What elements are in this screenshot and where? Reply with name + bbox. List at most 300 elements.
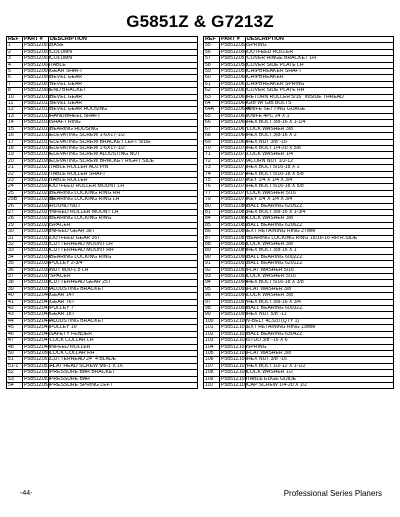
ref-cell: 41	[7, 299, 23, 305]
description-cell: ELEVATING SCREW BRACKET LEFT SIDE	[49, 139, 198, 145]
part-number-cell: P5851Z031	[24, 234, 51, 241]
part-number-cell: P5851Z014	[24, 119, 51, 126]
ref-cell: 54	[7, 382, 23, 388]
description-cell: OUTFEED ROLLER	[246, 49, 394, 55]
column-header-ref: REF	[7, 37, 23, 43]
ref-cell: 103	[204, 338, 220, 344]
part-number-cell: P5851Z016	[24, 132, 51, 139]
description-cell: LOCK WASHER 1/4	[246, 152, 394, 158]
part-number-cell: P5851Z104	[221, 343, 248, 350]
description-cell: FLAT WASHER 3/8	[246, 350, 394, 356]
part-number-cell: P5851Z081	[221, 208, 248, 215]
ref-cell: 42	[7, 306, 23, 312]
ref-cell: 8	[7, 88, 23, 94]
part-number-cell: P5851Z094	[221, 279, 248, 286]
description-cell: SPRING	[246, 43, 394, 49]
ref-cell: 36	[7, 267, 23, 273]
ref-cell: 63	[204, 94, 220, 100]
part-number-cell: P5851Z062	[221, 87, 248, 94]
ref-cell: 101	[204, 325, 220, 331]
part-number-cell: P5851Z039	[24, 285, 51, 292]
description-cell: LOCK WASHER 1/2	[246, 370, 394, 376]
description-cell: SAFETY FENDER	[49, 331, 198, 337]
description-cell: BALL BEARING 6205ZZ	[246, 203, 394, 209]
part-number-cell: P5851Z029	[24, 221, 51, 228]
description-cell: FLAT WASHER 5/16	[246, 267, 394, 273]
description-cell: HEX BOLT 3/8-16 X 1-3/4	[246, 209, 394, 215]
description-cell: COLUMN	[49, 49, 198, 55]
part-number-cell: P5851Z051-1	[24, 362, 55, 369]
ref-cell: 67	[204, 126, 220, 132]
description-cell: BEVEL GEAR	[49, 75, 198, 81]
part-number-cell: P5851Z058	[221, 61, 248, 68]
description-cell: TABLE	[49, 62, 198, 68]
description-cell: HEX NUT 3/8"-16	[246, 357, 394, 363]
ref-cell: 28	[7, 216, 23, 222]
part-number-cell: P5851Z079	[221, 196, 248, 203]
ref-cell: 16	[7, 133, 23, 139]
manual-name: Professional Series Planers	[283, 489, 382, 498]
part-number-cell: P5851Z010	[24, 93, 51, 100]
description-cell: HEX BOLT 5/16-18 X 1	[246, 165, 394, 171]
ref-cell: 73	[204, 165, 220, 171]
part-number-cell: P5851Z088	[221, 241, 248, 247]
part-number-cell: P5851Z075	[221, 176, 248, 183]
description-cell: INFEED ROLLER	[49, 344, 198, 350]
ref-cell: 91	[204, 261, 220, 267]
description-cell: ACORN NUT 1/2-12	[246, 158, 394, 164]
description-cell: ELEVATING SCREW ADJUSTING NUT	[49, 152, 198, 158]
ref-cell: 32	[7, 242, 23, 248]
description-cell: KNIFE 4PC 24 X 1"	[246, 113, 394, 119]
part-number-cell: P5851Z069	[221, 138, 248, 145]
part-number-cell: P5851Z056	[221, 48, 248, 55]
part-number-cell: P5851Z110	[221, 381, 247, 388]
parts-list	[6, 36, 394, 389]
description-cell: BALL BEARING 6002ZZ	[246, 254, 394, 260]
description-cell: BALL BEARING 6206ZZ	[246, 222, 394, 228]
description-cell: OUTFEED ROLLER MOUNT LH	[49, 184, 198, 190]
ref-cell: 58	[204, 62, 220, 68]
part-number-cell: P5851Z068	[221, 132, 248, 139]
description-cell: PULLEY 10"	[49, 325, 198, 331]
part-number-cell: P5851Z093	[221, 273, 248, 280]
ref-cell: 4	[7, 62, 23, 68]
description-cell: COVER SIDE PLATE LH	[246, 62, 394, 68]
description-cell: BALL BEARING 6003ZZ	[246, 306, 394, 312]
ref-cell: 18	[7, 145, 23, 151]
ref-cell: 14	[7, 120, 23, 126]
description-cell: CHIPBREAKER SPRING	[246, 81, 394, 87]
description-cell: SHAFT RING	[49, 120, 198, 126]
description-cell: TABLE ROLLER	[49, 177, 198, 183]
parts-table-left	[6, 36, 198, 389]
part-number-cell: P5851Z089	[221, 247, 248, 254]
part-number-cell: P5851Z023	[24, 176, 51, 183]
description-cell: HEX BOLT 5/16-18 X 5/8	[246, 184, 394, 190]
description-cell: CHIPBREAKER SHAFT	[246, 69, 394, 75]
description-cell: EXT RETAINING RING 27MM	[246, 229, 394, 235]
ref-cell: 25B	[7, 197, 23, 203]
ref-cell: 34	[7, 254, 23, 260]
ref-cell: 3	[7, 56, 23, 62]
part-number-cell: P5851Z022	[24, 170, 51, 177]
part-number-cell: P5851Z060	[221, 74, 248, 81]
description-cell: RETURN ROLLER 5/16" INSIDE THREAD	[246, 94, 394, 100]
description-cell: TABLE ROLLER ADJ PIN	[49, 165, 198, 171]
description-cell: HEX NUT 3/8"-16	[246, 139, 394, 145]
part-number-cell: P5851Z053	[24, 375, 51, 382]
ref-cell: 80	[204, 203, 220, 209]
ref-cell: 57	[204, 56, 220, 62]
ref-cell: 5	[7, 69, 23, 75]
ref-cell: 110	[204, 382, 220, 388]
part-number-cell: P5851Z102	[221, 330, 248, 337]
ref-cell: 75	[204, 177, 220, 183]
part-number-cell: P5851Z033	[24, 247, 51, 254]
description-cell: HEX BOLT 3/8-16 X 2	[246, 133, 394, 139]
ref-cell: 43	[7, 312, 23, 318]
ref-cell: 65	[204, 113, 220, 119]
part-number-cell: P5851Z066	[221, 119, 248, 126]
ref-cell: 95	[204, 286, 220, 292]
part-number-cell: P5851Z106	[221, 356, 248, 363]
part-number-cell: P5851Z057	[221, 55, 248, 62]
part-number-cell: P5851Z064	[221, 100, 248, 107]
part-number-cell: P5851Z034	[24, 253, 51, 260]
description-cell: HEX BOLT 1/4-20 X 5/8	[246, 145, 394, 151]
part-number-cell: P5851Z041	[24, 298, 51, 305]
part-number-cell: P5851Z012	[24, 106, 51, 113]
part-number-cell: P5851Z096	[221, 292, 248, 299]
table-row	[204, 382, 394, 388]
part-number-cell: P5851Z028	[24, 215, 51, 222]
description-cell: PRESSURE SPRING LEFT	[49, 382, 198, 388]
ref-cell: 19	[7, 152, 23, 158]
ref-cell: 50	[7, 350, 23, 356]
part-number-cell: P5851Z067	[221, 125, 248, 132]
part-number-cell: P5851Z018	[24, 144, 51, 151]
ref-cell: 94	[204, 280, 220, 286]
ref-cell: 51	[7, 357, 23, 363]
ref-cell: 107	[204, 363, 220, 369]
description-cell: CAP SCREW 1/4-20 X 1/2	[246, 382, 394, 388]
ref-cell: 27	[7, 209, 23, 215]
description-cell: ELEVATING SCREW BRACKET RIGHT SIDE	[49, 158, 198, 164]
ref-cell: 33	[7, 248, 23, 254]
part-number-cell: P5851Z035	[24, 260, 51, 267]
ref-cell: 92	[204, 267, 220, 273]
description-cell: LOCK WASHER 3/8	[246, 242, 394, 248]
description-cell: END BRACKET	[49, 88, 198, 94]
ref-cell: 55	[204, 43, 220, 49]
ref-cell: 61	[204, 81, 220, 87]
description-cell: BEVEL GEAR	[49, 94, 198, 100]
ref-cell: 71	[204, 152, 220, 158]
part-number-cell: P5851Z077	[221, 189, 248, 196]
part-number-cell: P5851Z099	[221, 311, 248, 318]
part-number-cell: P5851Z048	[24, 343, 51, 350]
description-cell: HEX BOLT 5/16-18 X 3/8	[246, 280, 394, 286]
ref-cell: 25	[7, 190, 23, 196]
part-number-cell: P5851Z040	[24, 292, 51, 299]
description-cell: HEX NUT 5/8"-11	[246, 312, 394, 318]
description-cell: LOCK COLLAR RH	[49, 350, 198, 356]
description-cell: BASE	[49, 43, 198, 49]
column-header-part: PART #	[220, 37, 246, 43]
ref-cell: 26	[7, 203, 23, 209]
part-number-cell: P5851Z015	[24, 125, 51, 132]
description-cell: SPACER	[49, 274, 198, 280]
ref-cell: 17	[7, 139, 23, 145]
ref-cell: 46	[7, 331, 23, 337]
description-cell: BEARING LOCKING RING LH	[49, 197, 198, 203]
parts-table-right	[203, 36, 394, 389]
part-number-cell: P5851Z036	[24, 266, 51, 273]
ref-cell: 10	[7, 94, 23, 100]
part-number-cell: P5851Z026	[24, 202, 51, 209]
ref-cell: 62	[204, 88, 220, 94]
description-cell: HEX BOLT 3/8-16 X 3/4	[246, 299, 394, 305]
part-number-cell: P5851Z090	[221, 253, 248, 260]
ref-cell: 37	[7, 274, 23, 280]
ref-cell: 70	[204, 145, 220, 151]
part-number-cell: P5851Z109	[221, 375, 248, 382]
part-number-cell: P5851Z011	[24, 100, 50, 107]
part-number-cell: P5851Z046	[24, 330, 51, 337]
ref-cell: 38	[7, 280, 23, 286]
ref-cell: 56	[204, 49, 220, 55]
description-cell: COLUMN	[49, 56, 198, 62]
part-number-cell: P5851Z070	[221, 144, 248, 151]
ref-cell: 90	[204, 254, 220, 260]
description-cell: KEY 1/4 X 1/4 X 3/4	[246, 197, 394, 203]
part-number-cell: P5851Z097	[221, 298, 248, 305]
ref-cell: 21	[7, 165, 23, 171]
part-number-cell: P5851Z030	[24, 228, 51, 235]
part-number-cell: P5851Z025B	[24, 196, 54, 203]
part-number-cell: P5851Z044	[24, 317, 51, 324]
description-cell: INFEED ROLLER MOUNT LH	[49, 209, 198, 215]
part-number-cell: P5851Z085	[221, 221, 248, 228]
ref-cell: 60	[204, 75, 220, 81]
ref-cell: 98	[204, 306, 220, 312]
ref-cell: 102	[204, 331, 220, 337]
description-cell: PULLEY 7"	[49, 306, 198, 312]
ref-cell: 74	[204, 171, 220, 177]
description-cell: PRESSURE BAR	[49, 376, 198, 382]
part-number-cell: P5851Z045	[24, 324, 51, 331]
ref-cell: 76	[204, 184, 220, 190]
ref-cell: 48	[7, 344, 23, 350]
ref-cell: 45	[7, 325, 23, 331]
part-number-cell: P5851Z055	[221, 42, 248, 49]
description-cell: SPACER	[49, 222, 198, 228]
part-number-cell: P5851Z092	[221, 266, 248, 273]
column-header-description: DESCRIPTION	[49, 37, 198, 43]
part-number-cell: P5851Z105	[221, 349, 248, 356]
ref-cell: 66	[204, 120, 220, 126]
part-number-cell: P5851Z076	[221, 183, 248, 190]
ref-cell: 52	[7, 370, 23, 376]
description-cell: GIB W/ GIB BOLTS	[246, 101, 394, 107]
ref-cell: 31	[7, 235, 23, 241]
ref-cell: 29	[7, 222, 23, 228]
description-cell: HEX BOLT 3/8-16 X 1-1/4	[246, 120, 394, 126]
ref-cell: 22	[7, 171, 23, 177]
part-number-cell: P5851Z013	[24, 112, 51, 119]
ref-cell: 87	[204, 235, 220, 241]
part-number-cell: P5851Z084	[221, 215, 248, 222]
description-cell: ELEVATING SCREW 1-6X17-1/2"	[49, 145, 198, 151]
part-number-cell: P5851Z008	[24, 87, 51, 94]
part-number-cell: P5851Z043	[24, 311, 51, 318]
part-number-cell: P5851Z021	[24, 164, 51, 171]
ref-cell: 99	[204, 312, 220, 318]
column-header-part: PART #	[23, 37, 49, 43]
ref-cell: 86	[204, 229, 220, 235]
ref-cell: 13	[7, 113, 23, 119]
description-cell: BEARING LOCKING RING	[49, 254, 198, 260]
ref-cell: 72	[204, 158, 220, 164]
ref-cell: 64A	[204, 107, 220, 113]
description-cell: ELEVATING SCREW 1-6X17-1/2"	[49, 133, 198, 139]
ref-cell: 104	[204, 344, 220, 350]
part-number-cell: P5851Z019	[24, 151, 51, 158]
description-cell: ADJUSTING BRACKET	[49, 318, 198, 324]
ref-cell: 89	[204, 248, 220, 254]
ref-cell: 85	[204, 222, 220, 228]
ref-cell: 105	[204, 350, 220, 356]
description-cell: NUT M30-1.5 LH	[49, 267, 198, 273]
part-number-cell: P5851Z064A	[221, 106, 251, 113]
ref-cell: 15	[7, 126, 23, 132]
description-cell: LOCK WASHER 3/8	[246, 293, 394, 299]
part-number-cell: P5851Z072	[221, 157, 248, 164]
part-number-cell: P5851Z001	[24, 42, 51, 49]
part-number-cell: P5851Z107	[221, 362, 248, 369]
part-number-cell: P5851Z073	[221, 164, 248, 171]
part-number-cell: P5851Z003	[24, 55, 51, 62]
part-number-cell: P5851Z080	[221, 202, 248, 209]
description-cell: LOCK WASHER 3/8	[246, 126, 394, 132]
description-cell: KEY 1/4 X 1/4 X 3/4	[246, 177, 394, 183]
column-header-description: DESCRIPTION	[246, 37, 394, 43]
description-cell: GEAR SHAFT	[49, 69, 198, 75]
ref-cell: 35	[7, 261, 23, 267]
ref-cell: 84	[204, 216, 220, 222]
description-cell: LOCK WASHER 3/8	[246, 216, 394, 222]
part-number-cell: P5851Z050	[24, 349, 51, 356]
description-cell: COVER HINGE BRACKET LH	[246, 56, 394, 62]
column-header-ref: REF	[204, 37, 220, 43]
ref-cell: 2	[7, 49, 23, 55]
description-cell: CUTTERHEAD MOUNT RH	[49, 248, 198, 254]
ref-cell: 69	[204, 139, 220, 145]
description-cell: BEARING LOCKING RING 15/16-16 RH R.SIDE	[246, 235, 394, 241]
part-number-cell: P5851Z098	[221, 305, 248, 312]
description-cell: CHIPBREAKER	[246, 75, 394, 81]
description-cell: HEX BOLT 1/2-12 X 1-1/2	[246, 363, 394, 369]
ref-cell: 100	[204, 318, 220, 324]
ref-cell: 1	[7, 43, 23, 49]
part-number-cell: P5851Z027	[24, 208, 51, 215]
table-row	[7, 382, 198, 388]
description-cell: EXT RETAINING RING 19MM	[246, 325, 394, 331]
part-number-cell: P5851Z087	[221, 234, 248, 241]
part-number-cell: P5851Z017	[24, 138, 51, 145]
description-cell: ROUND NUT	[49, 203, 198, 209]
description-cell: GEAR 14T	[49, 293, 198, 299]
ref-cell: 93	[204, 274, 220, 280]
description-cell: OUTFEED GEAR 26T	[49, 235, 198, 241]
description-cell: PULLEY 2-3/4"	[49, 261, 198, 267]
part-number-cell: P5851Z004	[24, 61, 51, 68]
ref-cell: 88	[204, 242, 220, 248]
description-cell: BEARING LOCKING RING	[49, 216, 198, 222]
part-number-cell: P5851Z038	[24, 279, 51, 286]
ref-cell: 108	[204, 370, 220, 376]
description-cell: BEVEL GEAR HOUSING	[49, 107, 198, 113]
part-number-cell: P5851Z061	[221, 80, 248, 87]
description-cell: BALL BEARING 6304ZZ	[246, 331, 394, 337]
part-number-cell: P5851Z091	[221, 260, 248, 267]
part-number-cell: P5851Z052	[24, 369, 51, 376]
description-cell: ADJUSTING BRACKET	[49, 286, 198, 292]
ref-cell: 30	[7, 229, 23, 235]
part-number-cell: P5851Z108	[221, 369, 248, 376]
description-cell: LOCK COLLAR LH	[49, 338, 198, 344]
description-cell: HEX BOLT 3/8-16 X 1	[246, 248, 394, 254]
description-cell: V-BELT 4L320 (QTY 1)	[246, 318, 394, 324]
description-cell: KNIFE SETTING GUAGE	[246, 107, 394, 113]
ref-cell: 59	[204, 69, 220, 75]
part-number-cell: P5851Z051	[24, 356, 51, 363]
part-number-cell: P5851Z025	[24, 189, 51, 196]
part-number-cell: P5851Z047	[24, 337, 51, 344]
ref-cell: 97	[204, 299, 220, 305]
part-number-cell: P5851Z054	[24, 381, 51, 388]
description-cell: LOCK WASHER 5/16	[246, 190, 394, 196]
description-cell: COVER SIDE PLATE RH	[246, 88, 394, 94]
ref-cell: 109	[204, 376, 220, 382]
part-number-cell: P5851Z059	[221, 68, 248, 75]
part-number-cell: P5851Z065	[221, 112, 248, 119]
part-number-cell: P5851Z071	[221, 151, 248, 158]
ref-cell: 81	[204, 209, 220, 215]
description-cell: CUTTERHEAD 24" 4 BLADE	[49, 357, 198, 363]
ref-cell: 51-1	[7, 363, 23, 369]
ref-cell: 6	[7, 75, 23, 81]
description-cell: GEAR 76T	[49, 299, 198, 305]
ref-cell: 39	[7, 286, 23, 292]
part-number-cell: P5851Z100	[221, 317, 248, 324]
ref-cell: 53	[7, 376, 23, 382]
ref-cell: 44	[7, 318, 23, 324]
part-number-cell: P5851Z086	[221, 228, 248, 235]
part-number-cell: P5851Z063	[221, 93, 248, 100]
part-number-cell: P5851Z095	[221, 285, 248, 292]
description-cell: BEARING HOUSING	[49, 126, 198, 132]
description-cell: TABLE EDGE GUIDE	[246, 376, 394, 382]
part-number-cell: P5851Z103	[221, 337, 248, 344]
part-number-cell: P5851Z002	[24, 48, 51, 55]
description-cell: HEX BOLT 5/16-18 X 5/8	[246, 171, 394, 177]
description-cell: LOCK WASHER 5/16	[246, 274, 394, 280]
ref-cell: 64	[204, 101, 220, 107]
part-number-cell: P5851Z020	[24, 157, 51, 164]
ref-cell: 24	[7, 184, 23, 190]
